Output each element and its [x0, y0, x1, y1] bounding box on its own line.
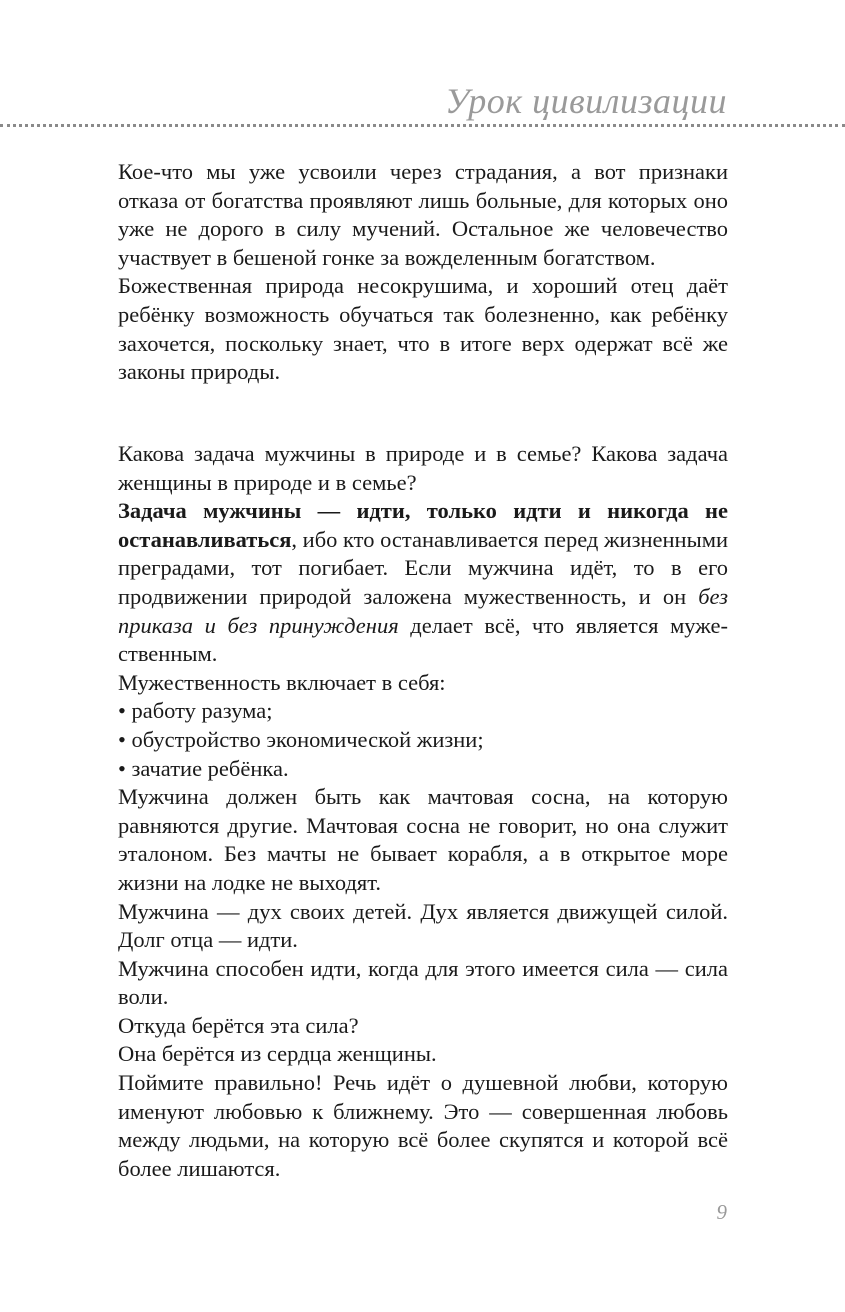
paragraph: Мужчина способен идти, когда для этого имеется сила — сила воли. [118, 955, 728, 1010]
answer-text-end: делает всё, что является мужественным. [118, 612, 728, 667]
paragraph: Мужчина должен быть как мачтовая сосна, на которую равняются другие. Мачтовая сосна не говорит, но она служит эталоном. Без мачты не бывает корабля, а в открытое море жизни на лодке не выходят. [118, 784, 728, 895]
running-head-title: Урок цивилизации [445, 81, 727, 121]
answer-paragraph [118, 497, 728, 669]
answer-bold-text: Задача мужчины — идти, только идти и никогда не останавливаться [118, 498, 728, 552]
paragraph-text: Божественная природа несокрушима, и хороший отец даёт ребёнку возможность обучаться так болезненно, как ребёнку захочется, поскольку знает, что в итоге верх одержат всё же законы природы. [118, 273, 728, 385]
paragraph: Она берётся из сердца женщины. [118, 1041, 437, 1067]
paragraph [118, 272, 728, 386]
list-item: • обустройство экономической жизни; [118, 726, 484, 752]
paragraph-text: Кое-что мы уже усвоили через страдания, а вот признаки отказа от богатства проявляют лишь больные, для которых оно уже не дорого в силу мучений. Остальное же человечество участвует в бешеной гонке за вожделенным богатством. [118, 159, 728, 270]
paragraph: Мужчина — дух своих детей. Дух является движущей силой. Долг отца — идти. [118, 898, 728, 953]
text-section-2 [118, 440, 728, 1183]
answer-italic-text: без приказа и без принуждения [118, 583, 728, 638]
list-item: • зачатие ребёнка. [118, 755, 289, 781]
list-intro: Мужественность включает в себя: [118, 669, 446, 695]
paragraph [118, 158, 728, 272]
paragraph: Откуда берётся эта сила? [118, 1012, 359, 1038]
answer-text: , ибо кто останавливается перед жизненными преградами, тот погибает. Если мужчина идёт, то в его продвижении природой заложена мужественность, и он [118, 526, 728, 609]
text-section-1 [118, 158, 728, 387]
paragraph: Поймите правильно! Речь идёт о душевной любви, которую именуют любовью к ближнему. Это — совершенная любовь между людьми, на которую всё более скупятся и которой всё более лишаются. [118, 1070, 728, 1181]
list-item: • работу разума; [118, 698, 273, 724]
question-paragraph: Какова задача мужчины в природе и в семье? Какова задача женщины в природе и в семье? [118, 441, 728, 495]
header-dotted-rule [0, 124, 845, 127]
page-number: 9 [716, 1200, 727, 1224]
